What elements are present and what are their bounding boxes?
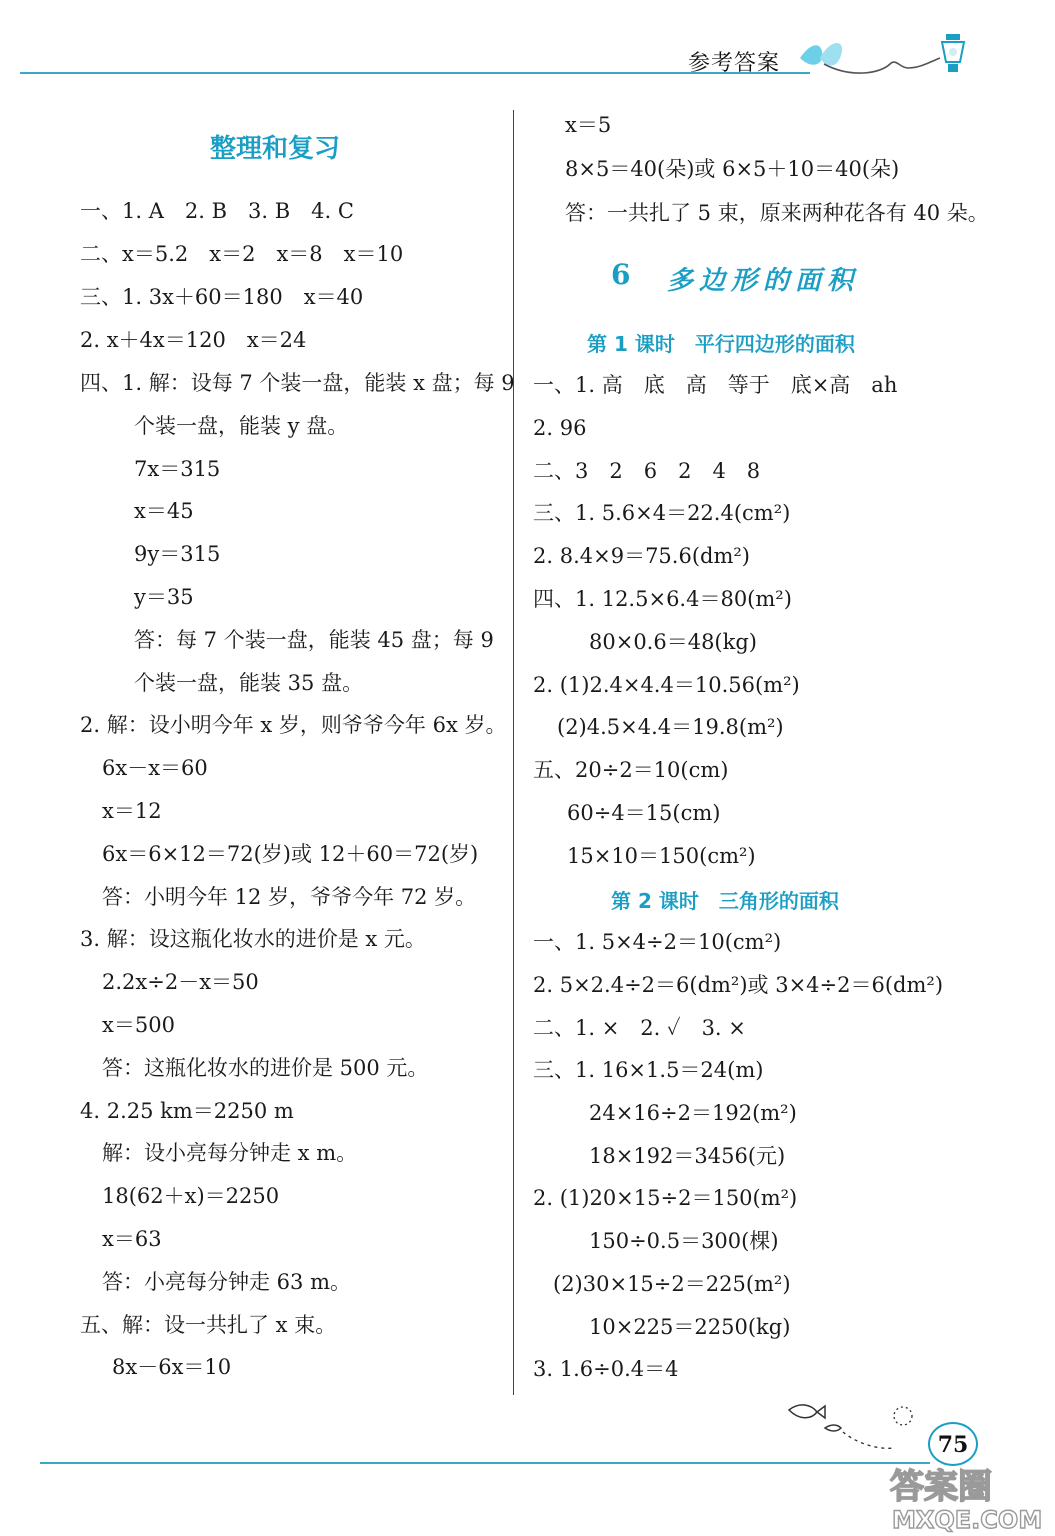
answer-line: 10×225＝2250(kg) [589,1315,791,1339]
watermark-logo [880,1462,1055,1536]
answer-line: x＝63 [102,1227,162,1251]
answer-line: 答：每 7 个装一盘，能装 45 盘；每 9 [134,628,494,652]
answer-line: 答：这瓶化妆水的进价是 500 元。 [102,1056,429,1080]
answer-line: 2. x＋4x＝120 x＝24 [80,328,307,352]
lesson-title: 第 1 课时 平行四边形的面积 [587,332,855,356]
answer-line: 15×10＝150(cm²) [567,844,756,868]
page-number-badge [928,1422,978,1466]
answer-line: 2. (1)20×15÷2＝150(m²) [533,1186,798,1210]
fish-bubbles-decoration [785,1398,925,1462]
answer-line: 18×192＝3456(元) [589,1144,786,1168]
answer-line: y＝35 [134,585,194,609]
answer-line: 3. 1.6÷0.4＝4 [533,1357,679,1381]
answer-line: 答：小亮每分钟走 63 m。 [102,1270,351,1294]
answer-line: (2)4.5×4.4＝19.8(m²) [557,715,784,739]
answer-line: 一、1. A 2. B 3. B 4. C [80,199,354,223]
answer-line: 2.2x÷2－x＝50 [102,970,259,994]
answer-line: x＝12 [102,799,162,823]
answer-line: 五、20÷2＝10(cm) [533,758,729,782]
answer-line: 18(62＋x)＝2250 [102,1184,280,1208]
section-title: 整理和复习 [210,134,341,164]
answer-line: 2. 解：设小明今年 x 岁，则爷爷今年 6x 岁。 [80,713,507,737]
answer-line: 8x－6x＝10 [112,1355,232,1379]
column-divider [513,110,514,1395]
page-number: 75 [937,1432,969,1458]
answer-line: 三、1. 16×1.5＝24(m) [533,1058,764,1082]
answer-line: 三、1. 3x＋60＝180 x＝40 [80,285,364,309]
answer-line: x＝500 [102,1013,175,1037]
answer-line: 2. 5×2.4÷2＝6(dm²)或 3×4÷2＝6(dm²) [533,973,944,997]
answer-line: 一、1. 5×4÷2＝10(cm²) [533,930,782,954]
answer-line: 解：设小亮每分钟走 x m。 [102,1141,358,1165]
answer-line: 6x＝6×12＝72(岁)或 12＋60＝72(岁) [102,842,479,866]
chapter-number: 6 [611,258,631,291]
answer-line: 2. (1)2.4×4.4＝10.56(m²) [533,673,800,697]
answer-line: 8×5＝40(朵)或 6×5＋10＝40(朵) [565,157,900,181]
answer-line: 四、1. 12.5×6.4＝80(m²) [533,587,792,611]
answer-line: 五、解：设一共扎了 x 束。 [80,1313,337,1337]
answer-line: 二、x＝5.2 x＝2 x＝8 x＝10 [80,242,404,266]
answer-line: 24×16÷2＝192(m²) [589,1101,797,1125]
answer-line: 3. 解：设这瓶化妆水的进价是 x 元。 [80,927,426,951]
butterfly-lantern-decoration [790,28,980,80]
answer-line: 一、1. 高 底 高 等于 底×高 ah [533,373,898,397]
answer-line: 答：小明今年 12 岁，爷爷今年 72 岁。 [102,885,477,909]
lesson-title: 第 2 课时 三角形的面积 [611,889,839,913]
answer-line: 2. 96 [533,416,587,440]
answer-line: 个装一盘，能装 35 盘。 [134,671,364,695]
answer-line: x＝45 [134,499,194,523]
answer-line: (2)30×15÷2＝225(m²) [553,1272,791,1296]
answer-line: 9y＝315 [134,542,221,566]
chapter-title: 多边形的面积 [667,266,860,296]
answer-line: x＝5 [565,113,612,137]
watermark-url: MXQE.COM [892,1506,1043,1534]
answer-line: 三、1. 5.6×4＝22.4(cm²) [533,501,791,525]
answer-line: 150÷0.5＝300(棵) [589,1229,779,1253]
answer-line: 7x＝315 [134,457,221,481]
answer-line: 答：一共扎了 5 束，原来两种花各有 40 朵。 [565,201,989,225]
answer-line: 4. 2.25 km＝2250 m [80,1099,294,1123]
answer-line: 6x－x＝60 [102,756,208,780]
watermark-text: 答案圈 [890,1467,992,1507]
answer-line: 个装一盘，能装 y 盘。 [134,414,349,438]
answer-line: 四、1. 解：设每 7 个装一盘，能装 x 盘；每 9 [80,371,515,395]
answer-line: 二、1. × 2. ✓ 3. × [533,1016,746,1040]
answer-line: 60÷4＝15(cm) [567,801,721,825]
answer-line: 二、3 2 6 2 4 8 [533,459,761,483]
lantern-icon [942,34,964,72]
header-title: 参考答案 [688,51,781,76]
answer-line: 80×0.6＝48(kg) [589,630,757,654]
answer-line: 2. 8.4×9＝75.6(dm²) [533,544,750,568]
footer-rule [40,1462,930,1464]
